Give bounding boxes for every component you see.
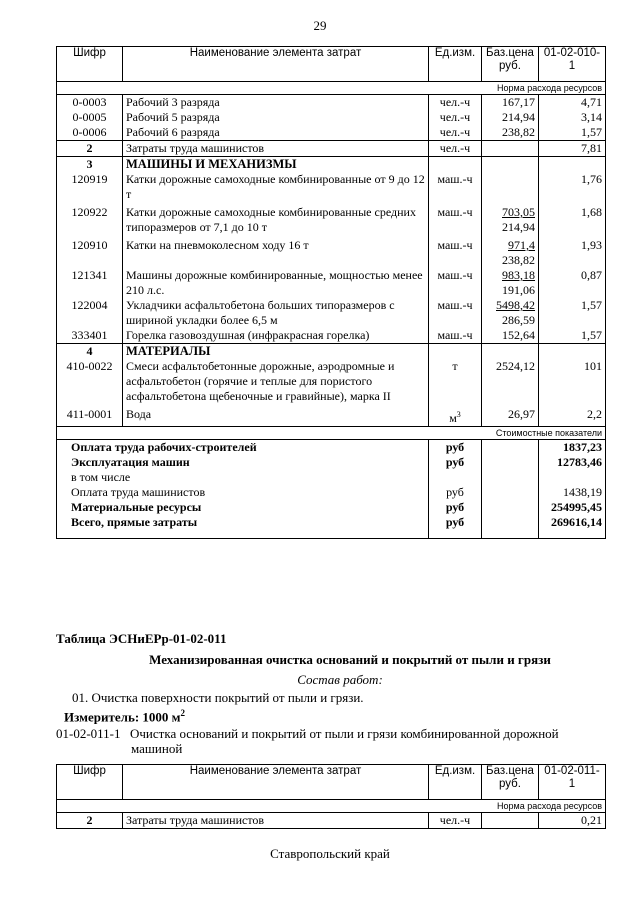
table-row [57, 328, 606, 344]
row-unit: чел.-ч [429, 141, 482, 157]
row-unit [429, 407, 482, 427]
table-row [57, 125, 606, 141]
price-value: 5498,42 [496, 298, 535, 312]
norm-caption: Норма расхода ресурсов [57, 800, 606, 813]
table-row [57, 141, 606, 157]
cost-row [57, 500, 606, 515]
row-name: Машины дорожные комбинированные, мощностью менее 210 л.с. [123, 268, 429, 298]
work-code-description [56, 726, 596, 756]
price-value-secondary: 214,94 [502, 220, 535, 234]
row-code: 411-0001 [57, 407, 123, 427]
row-name: Вода [123, 407, 429, 427]
row-code: 333401 [57, 328, 123, 344]
cost-caption: Стоимостные показатели [57, 427, 606, 440]
price-value: 983,18 [502, 268, 535, 282]
header-unit: Ед.изм. [429, 765, 482, 800]
header-price: Баз.цена руб. [482, 47, 539, 82]
row-unit: чел.-ч [429, 125, 482, 141]
cost-unit: руб [429, 485, 482, 500]
row-norm: 0,87 [539, 268, 606, 298]
row-name: Катки дорожные самоходные комбинированные от 9 до 12 т [123, 172, 429, 205]
section-row [57, 157, 606, 173]
resource-table-2 [56, 764, 606, 829]
row-code: 120919 [57, 172, 123, 205]
norm-caption-row [57, 82, 606, 95]
table-2-title: Таблица ЭСНиЕРр-01-02-011 [56, 631, 227, 646]
row-code: 122004 [57, 298, 123, 328]
row-name: Рабочий 3 разряда [123, 95, 429, 111]
row-name: Смеси асфальтобетонные дорожные, аэродромные и асфальтобетон (горячие и теплые для пористого асфальтобетона щебеночные и гравийные), марка II [123, 359, 429, 407]
row-price: 214,94 [482, 110, 539, 125]
table-row [57, 359, 606, 407]
table-header [57, 47, 606, 82]
price-value: 971,4 [508, 238, 535, 252]
row-code: 0-0003 [57, 95, 123, 111]
row-unit: маш.-ч [429, 205, 482, 238]
section-code: 4 [57, 344, 123, 360]
cost-row [57, 515, 606, 539]
table-row [57, 95, 606, 111]
header-norm: 01-02-011-1 [539, 765, 606, 800]
work-description-line2: машиной [131, 741, 183, 756]
cost-row [57, 455, 606, 470]
table-row [57, 813, 606, 829]
row-code: 121341 [57, 268, 123, 298]
header-name: Наименование элемента затрат [123, 765, 429, 800]
row-norm: 1,57 [539, 298, 606, 328]
work-item: 01. Очистка поверхности покрытий от пыли и грязи. [72, 690, 364, 705]
row-unit: маш.-ч [429, 298, 482, 328]
price-value-secondary: 286,59 [502, 313, 535, 327]
norm-caption: Норма расхода ресурсов [57, 82, 606, 95]
row-norm: 3,14 [539, 110, 606, 125]
measure-text: Измеритель: 1000 м [64, 709, 181, 725]
row-price [482, 141, 539, 157]
row-code: 410-0022 [57, 359, 123, 407]
table-header [57, 765, 606, 800]
composition-heading: Состав работ: [297, 672, 383, 687]
cost-label: Материальные ресурсы [57, 500, 429, 515]
row-unit: чел.-ч [429, 95, 482, 111]
table-row [57, 268, 606, 298]
row-code: 2 [57, 813, 123, 829]
row-unit: маш.-ч [429, 268, 482, 298]
row-name: Затраты труда машинистов [123, 141, 429, 157]
section-title: МАШИНЫ И МЕХАНИЗМЫ [123, 157, 429, 173]
row-norm: 1,76 [539, 172, 606, 205]
row-price: 238,82 [482, 125, 539, 141]
section-title: МАТЕРИАЛЫ [123, 344, 429, 360]
cost-unit: руб [429, 455, 482, 470]
table-row [57, 205, 606, 238]
row-name: Затраты труда машинистов [123, 813, 429, 829]
section-row [57, 344, 606, 360]
table-2-subtitle: Механизированная очистка оснований и покрытий от пыли и грязи [149, 652, 551, 667]
row-norm: 1,93 [539, 238, 606, 268]
row-name: Горелка газовоздушная (инфракрасная горелка) [123, 328, 429, 344]
price-value-secondary: 238,82 [502, 253, 535, 267]
row-norm: 1,57 [539, 328, 606, 344]
cost-label: Всего, прямые затраты [57, 515, 429, 539]
page-number: 29 [313, 18, 327, 33]
table-row [57, 238, 606, 268]
row-price: 26,97 [482, 407, 539, 427]
cost-row [57, 485, 606, 500]
row-code: 120910 [57, 238, 123, 268]
row-code: 2 [57, 141, 123, 157]
header-price: Баз.цена руб. [482, 765, 539, 800]
row-norm: 4,71 [539, 95, 606, 111]
row-name: Рабочий 6 разряда [123, 125, 429, 141]
row-name: Катки дорожные самоходные комбинированные средних типоразмеров от 7,1 до 10 т [123, 205, 429, 238]
table-row [57, 298, 606, 328]
cost-value: 12783,46 [539, 455, 606, 470]
cost-unit: руб [429, 515, 482, 539]
unit-superscript: 3 [456, 410, 461, 419]
cost-row [57, 440, 606, 456]
row-code: 0-0005 [57, 110, 123, 125]
row-price [482, 238, 539, 268]
cost-caption-row [57, 427, 606, 440]
header-norm: 01-02-010-1 [539, 47, 606, 82]
cost-label: Оплата труда машинистов [57, 485, 429, 500]
cost-unit: руб [429, 500, 482, 515]
table-row [57, 110, 606, 125]
row-unit: т [429, 359, 482, 407]
cost-label: Эксплуатация машин [57, 455, 429, 470]
row-price: 2524,12 [482, 359, 539, 407]
row-norm: 1,68 [539, 205, 606, 238]
cost-unit: руб [429, 440, 482, 456]
table-row [57, 172, 606, 205]
row-name: Катки на пневмоколесном ходу 16 т [123, 238, 429, 268]
row-unit: маш.-ч [429, 238, 482, 268]
header-code: Шифр [57, 47, 123, 82]
row-unit: маш.-ч [429, 172, 482, 205]
price-value: 703,05 [502, 205, 535, 219]
cost-value: 1837,23 [539, 440, 606, 456]
work-code: 01-02-011-1 [56, 726, 121, 741]
row-price [482, 172, 539, 205]
measure-superscript: 2 [180, 708, 186, 718]
row-name: Рабочий 5 разряда [123, 110, 429, 125]
table-row [57, 407, 606, 427]
cost-value: 269616,14 [539, 515, 606, 539]
row-norm: 2,2 [539, 407, 606, 427]
row-norm: 0,21 [539, 813, 606, 829]
resource-table-1 [56, 46, 606, 539]
row-name: Укладчики асфальтобетона больших типоразмеров с шириной укладки более 6,5 м [123, 298, 429, 328]
row-price [482, 298, 539, 328]
work-description-line1: Очистка оснований и покрытий от пыли и грязи комбинированной дорожной [130, 726, 559, 741]
row-code: 120922 [57, 205, 123, 238]
norm-caption-row [57, 800, 606, 813]
cost-value: 1438,19 [539, 485, 606, 500]
row-price: 167,17 [482, 95, 539, 111]
row-price [482, 205, 539, 238]
row-norm: 7,81 [539, 141, 606, 157]
measure [64, 708, 185, 725]
row-price [482, 268, 539, 298]
row-price [482, 813, 539, 829]
row-unit: маш.-ч [429, 328, 482, 344]
row-price: 152,64 [482, 328, 539, 344]
section-code: 3 [57, 157, 123, 173]
cost-label: в том числе [57, 470, 429, 485]
header-name: Наименование элемента затрат [123, 47, 429, 82]
cost-row [57, 470, 606, 485]
price-value-secondary: 191,06 [502, 283, 535, 297]
row-norm: 1,57 [539, 125, 606, 141]
cost-label: Оплата труда рабочих-строителей [57, 440, 429, 456]
row-code: 0-0006 [57, 125, 123, 141]
row-unit: чел.-ч [429, 110, 482, 125]
row-unit: чел.-ч [429, 813, 482, 829]
cost-value: 254995,45 [539, 500, 606, 515]
page-footer: Ставропольский край [270, 846, 390, 861]
header-unit: Ед.изм. [429, 47, 482, 82]
header-code: Шифр [57, 765, 123, 800]
row-norm: 101 [539, 359, 606, 407]
unit-value: м [449, 411, 457, 425]
